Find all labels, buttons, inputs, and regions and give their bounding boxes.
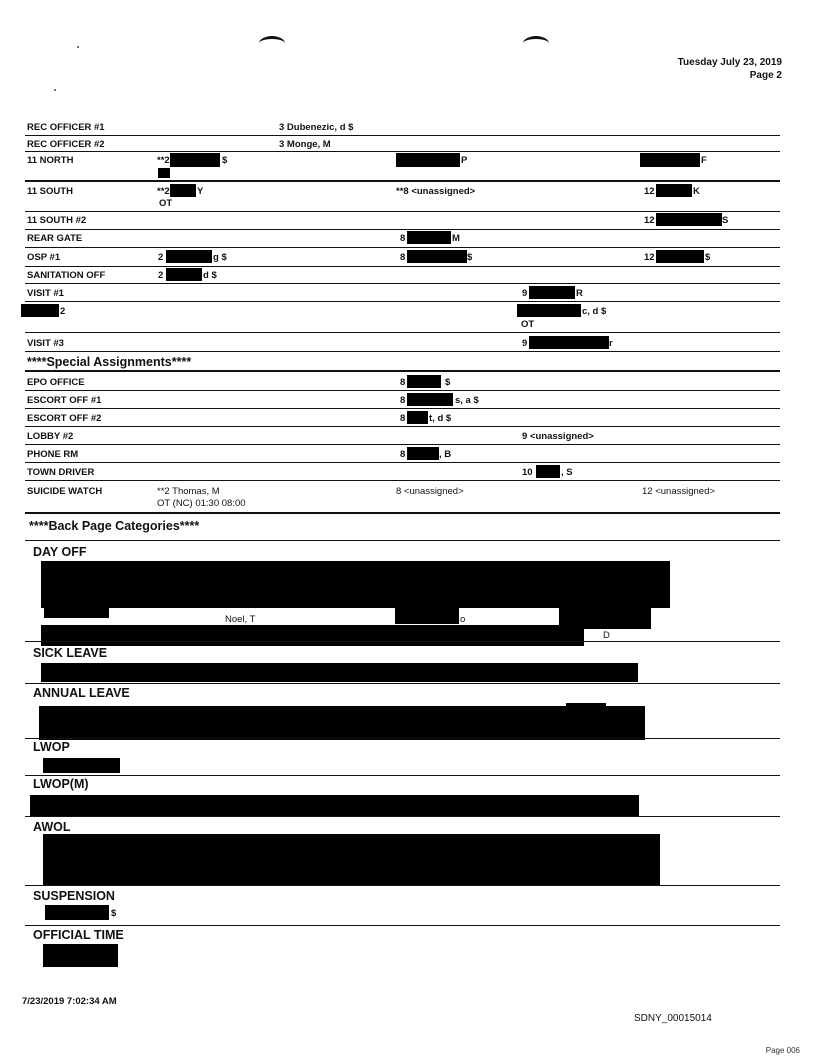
- category-lwop-m: LWOP(M): [33, 777, 89, 791]
- bates-number: SDNY_00015014: [634, 1013, 712, 1024]
- row-cell: OT: [521, 319, 535, 330]
- row-divider: [25, 351, 780, 352]
- redaction-block: [396, 153, 460, 167]
- row-divider: [25, 180, 780, 182]
- row-label: REC OFFICER #1: [27, 122, 105, 133]
- row-cell: 3 Dubenezic, d $: [279, 122, 354, 133]
- row-cell: $: [705, 252, 711, 263]
- redaction-block: [43, 944, 118, 967]
- row-divider: [25, 512, 780, 514]
- footer-timestamp: 7/23/2019 7:02:34 AM: [22, 996, 117, 1007]
- row-cell: **2 Thomas, M: [157, 486, 220, 497]
- suspension-fragment: $: [111, 908, 117, 919]
- redaction-block: [407, 375, 441, 388]
- row-divider: [25, 247, 780, 248]
- row-divider: [25, 426, 780, 427]
- redaction-block: [30, 795, 639, 816]
- section-divider: [25, 816, 780, 817]
- redaction-block: [656, 184, 692, 197]
- section-divider: [25, 641, 780, 642]
- row-label: TOWN DRIVER: [27, 467, 95, 478]
- row-cell: 12: [644, 186, 655, 197]
- row-label: ESCORT OFF #2: [27, 413, 102, 424]
- row-cell: M: [452, 233, 460, 244]
- row-cell: R: [576, 288, 583, 299]
- row-divider: [25, 301, 780, 302]
- section-divider: [25, 540, 780, 541]
- header-date: Tuesday July 23, 2019: [677, 57, 782, 68]
- category-official-time: OFFICIAL TIME: [33, 928, 124, 942]
- scan-dot: [77, 46, 79, 48]
- row-cell: , B: [439, 449, 452, 460]
- row-cell: r: [609, 338, 613, 349]
- category-lwop: LWOP: [33, 740, 70, 754]
- section-divider: [25, 885, 780, 886]
- row-label: LOBBY #2: [27, 431, 74, 442]
- category-sick-leave: SICK LEAVE: [33, 646, 108, 660]
- redaction-block: [529, 286, 575, 299]
- redaction-block: [170, 184, 196, 197]
- row-cell: 8: [400, 377, 406, 388]
- row-cell: 8: [400, 252, 406, 263]
- row-cell: 12 <unassigned>: [642, 486, 715, 497]
- row-cell: 12: [644, 215, 655, 226]
- redaction-block: [656, 213, 722, 226]
- redaction-block: [407, 447, 439, 460]
- section-divider: [25, 738, 780, 739]
- section-divider: [25, 370, 780, 372]
- row-cell: $: [222, 155, 228, 166]
- row-label: VISIT #1: [27, 288, 64, 299]
- redaction-block: [158, 168, 170, 178]
- redaction-block: [407, 250, 467, 263]
- row-label: PHONE RM: [27, 449, 79, 460]
- row-label: OSP #1: [27, 252, 61, 263]
- row-cell: t, d $: [429, 413, 452, 424]
- row-label: 2: [60, 306, 66, 317]
- section-heading-back: ****Back Page Categories****: [29, 519, 200, 533]
- row-divider: [25, 462, 780, 463]
- row-cell: c, d $: [582, 306, 607, 317]
- day-off-name: Noel, T: [225, 614, 256, 625]
- redaction-block: [407, 393, 453, 406]
- row-cell: 2: [158, 252, 164, 263]
- row-label: 11 NORTH: [27, 155, 74, 166]
- row-divider: [25, 151, 780, 152]
- redaction-block: [44, 608, 109, 618]
- row-label: REC OFFICER #2: [27, 139, 105, 150]
- redaction-block: [536, 465, 560, 478]
- redaction-block: [656, 250, 704, 263]
- row-cell: d $: [203, 270, 217, 281]
- day-off-fragment: D: [603, 630, 610, 641]
- redaction-block: [39, 706, 645, 740]
- redaction-block: [45, 905, 109, 920]
- row-label: 11 SOUTH: [27, 186, 73, 197]
- row-cell: OT (NC) 01:30 08:00: [157, 498, 246, 509]
- row-cell: 8 <unassigned>: [396, 486, 464, 497]
- row-cell: 3 Monge, M: [279, 139, 331, 150]
- row-cell: **8 <unassigned>: [396, 186, 476, 197]
- row-divider: [25, 332, 780, 333]
- row-cell: 9 <unassigned>: [522, 431, 594, 442]
- punch-mark: [523, 36, 549, 51]
- row-cell: F: [701, 155, 707, 166]
- redaction-block: [395, 608, 459, 624]
- row-divider: [25, 408, 780, 409]
- redaction-block: [407, 231, 451, 244]
- redaction-block: [517, 304, 581, 317]
- row-cell: 8: [400, 449, 406, 460]
- redaction-block: [640, 153, 700, 167]
- row-cell: 8: [400, 413, 406, 424]
- row-label: VISIT #3: [27, 338, 64, 349]
- row-cell: Y: [197, 186, 204, 197]
- redaction-block: [529, 336, 609, 349]
- row-cell: **2: [157, 186, 170, 197]
- row-cell: P: [461, 155, 468, 166]
- row-label: SUICIDE WATCH: [27, 486, 103, 497]
- section-divider: [25, 925, 780, 926]
- row-divider: [25, 444, 780, 445]
- row-cell: 9: [522, 288, 528, 299]
- header-page: Page 2: [749, 70, 782, 81]
- row-cell: **2: [157, 155, 170, 166]
- category-day-off: DAY OFF: [33, 545, 87, 559]
- redaction-block: [21, 304, 59, 317]
- row-label: REAR GATE: [27, 233, 83, 244]
- row-cell: 10: [522, 467, 533, 478]
- row-cell: , S: [561, 467, 573, 478]
- row-divider: [25, 283, 780, 284]
- row-divider: [25, 390, 780, 391]
- row-cell: 12: [644, 252, 655, 263]
- row-cell: 9: [522, 338, 528, 349]
- row-divider: [25, 266, 780, 267]
- row-divider: [25, 480, 780, 481]
- redaction-block: [43, 834, 660, 885]
- row-divider: [25, 211, 780, 212]
- category-awol: AWOL: [33, 820, 71, 834]
- row-cell: g $: [213, 252, 227, 263]
- scan-dot: [54, 89, 56, 91]
- row-cell: 2: [158, 270, 164, 281]
- day-off-fragment: o: [460, 614, 466, 625]
- punch-mark: [259, 36, 285, 51]
- row-cell: 8: [400, 233, 406, 244]
- section-divider: [25, 775, 780, 776]
- redaction-block: [407, 411, 428, 424]
- redaction-block: [41, 663, 638, 682]
- category-suspension: SUSPENSION: [33, 889, 115, 903]
- row-label: EPO OFFICE: [27, 377, 85, 388]
- row-divider: [25, 135, 780, 136]
- row-cell: K: [693, 186, 700, 197]
- row-label: ESCORT OFF #1: [27, 395, 102, 406]
- category-annual-leave: ANNUAL LEAVE: [33, 686, 130, 700]
- redaction-block: [166, 268, 202, 281]
- row-cell: $: [445, 377, 451, 388]
- page-label: Page 006: [765, 1046, 800, 1055]
- redaction-block: [41, 625, 584, 646]
- section-divider: [25, 683, 780, 684]
- row-label: SANITATION OFF: [27, 270, 106, 281]
- redaction-block: [41, 561, 670, 608]
- row-cell: OT: [159, 198, 173, 209]
- redaction-block: [43, 758, 120, 773]
- row-cell: S: [722, 215, 729, 226]
- redaction-block: [170, 153, 220, 167]
- section-heading-special: ****Special Assignments****: [27, 355, 192, 369]
- row-label: 11 SOUTH #2: [27, 215, 87, 226]
- row-cell: s, a $: [455, 395, 479, 406]
- redaction-block: [166, 250, 212, 263]
- row-divider: [25, 229, 780, 230]
- row-cell: 8: [400, 395, 406, 406]
- row-cell: $: [467, 252, 473, 263]
